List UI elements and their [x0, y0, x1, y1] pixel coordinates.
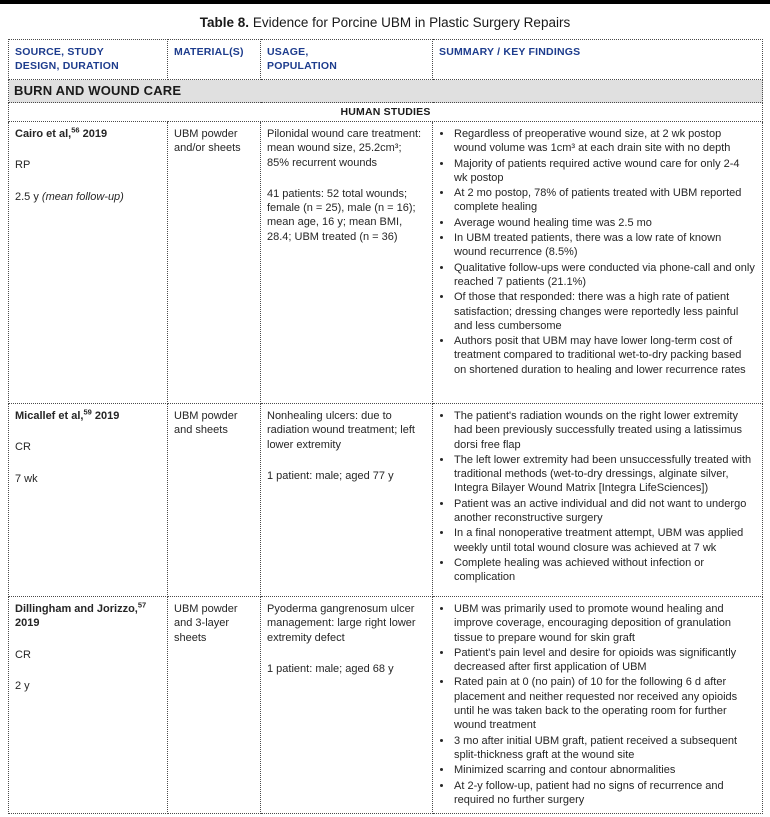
usage-population: 41 patients: 52 total wounds; female (n = 25), male (n = 16); mean age, 16 y; mean BMI, 28.4; UBM treated (n = 36) — [267, 187, 416, 243]
reference-superscript: 59 — [83, 407, 92, 417]
section-row — [9, 80, 763, 103]
usage-description: Pyoderma gangrenosum ulcer management: large right lower extremity defect — [267, 603, 416, 644]
finding-item: • At 2-y follow-up, patient had no signs of recurrence and required no further surgery — [453, 779, 756, 808]
usage-cell — [261, 597, 433, 814]
findings-list — [439, 127, 756, 377]
source-cell — [9, 404, 168, 597]
finding-item: • Patient's pain level and desire for opioids was significantly decreased after first application of UBM — [453, 646, 756, 675]
finding-item: • Minimized scarring and contour abnormalities — [453, 763, 756, 777]
finding-item: • The patient's radiation wounds on the right lower extremity had been previously successfully treated using a latissimus dorsi free flap — [453, 409, 756, 452]
study-design: RP — [15, 159, 31, 172]
column-header-materials: MATERIAL(S) — [168, 40, 261, 80]
study-row-micallef — [9, 404, 763, 597]
column-header-summary: SUMMARY / KEY FINDINGS — [433, 40, 763, 80]
material-cell: UBM powder and 3-layer sheets — [168, 597, 261, 814]
subsection-header: HUMAN STUDIES — [9, 103, 763, 122]
usage-cell — [261, 404, 433, 597]
finding-item: • Complete healing was achieved without infection or complication — [453, 556, 756, 585]
usage-population: 1 patient: male; aged 68 y — [267, 662, 394, 675]
finding-item: • Average wound healing time was 2.5 mo — [453, 216, 756, 230]
findings-cell — [433, 597, 763, 814]
study-duration: 2 y — [15, 679, 30, 692]
column-header-usage: USAGE, POPULATION — [261, 40, 433, 80]
duration-note: (mean follow-up) — [41, 190, 124, 203]
source-cell — [9, 122, 168, 404]
finding-item: • In a final nonoperative treatment attempt, UBM was applied weekly until total wound closure was achieved at 7 wk — [453, 526, 756, 555]
column-header-row — [9, 40, 763, 80]
findings-list — [439, 602, 756, 807]
table-caption: Evidence for Porcine UBM in Plastic Surgery Repairs — [252, 15, 571, 30]
source-citation: Micallef et al,$^{59}$ 2019 — [15, 407, 120, 422]
study-design: CR — [15, 648, 31, 661]
column-header-source: SOURCE, STUDY DESIGN, DURATION — [9, 40, 168, 80]
findings-cell — [433, 404, 763, 597]
finding-item: • The left lower extremity had been unsuccessfully treated with traditional methods (wet-to-dry dressings, alginate silver, Integra Bilayer Wound Matrix [Integra LifeSciences]) — [453, 453, 756, 496]
study-row-dillingham — [9, 597, 763, 814]
findings-list — [439, 409, 756, 585]
finding-item: • Qualitative follow-ups were conducted via phone-call and only reached 7 patients (21.1%) — [453, 261, 756, 290]
table-title — [0, 4, 770, 39]
study-duration: 2.5 y (mean follow-up) — [15, 190, 124, 203]
source-citation: Dillingham and Jorizzo,$^{57}$ 2019 — [15, 600, 147, 630]
source-citation: Cairo et al,$^{56}$ 2019 — [15, 125, 108, 140]
study-design: CR — [15, 441, 31, 454]
findings-cell — [433, 122, 763, 404]
usage-cell — [261, 122, 433, 404]
subsection-row — [9, 103, 763, 122]
finding-item: • UBM was primarily used to promote wound healing and improve coverage, encouraging deposition of granulation tissue to prepare wound for skin graft — [453, 602, 756, 645]
reference-superscript: 56 — [71, 125, 80, 135]
finding-item: • Authors posit that UBM may have lower long-term cost of treatment compared to traditional wet-to-dry packing based on shortened duration to healing and lower recurrence rates — [453, 334, 756, 377]
finding-item: • Rated pain at 0 (no pain) of 10 for the following 6 d after placement and neither requested nor received any opioids until he was taken back to the operating room for further wound treatment — [453, 675, 756, 732]
usage-population: 1 patient: male; aged 77 y — [267, 469, 394, 482]
finding-item: • In UBM treated patients, there was a low rate of known wound recurrence (8.5%) — [453, 231, 756, 260]
finding-item: • At 2 mo postop, 78% of patients treated with UBM reported complete healing — [453, 186, 756, 215]
finding-item: • Regardless of preoperative wound size, at 2 wk postop wound volume was 1cm³ at each drain site with no depth — [453, 127, 756, 156]
usage-description: Nonhealing ulcers: due to radiation wound treatment; left lower extremity — [267, 410, 415, 451]
table-number: Table 8. — [199, 15, 250, 30]
study-row-cairo — [9, 122, 763, 404]
usage-description: Pilonidal wound care treatment: mean wound size, 25.2cm³; 85% recurrent wounds — [267, 128, 422, 169]
finding-item: • Patient was an active individual and did not want to undergo another reconstructive surgery — [453, 497, 756, 526]
source-cell — [9, 597, 168, 814]
finding-item: • Majority of patients required active wound care for only 2-4 wk postop — [453, 157, 756, 186]
material-cell: UBM powder and/or sheets — [168, 122, 261, 404]
finding-item: • Of those that responded: there was a high rate of patient satisfaction; dressing changes were reportedly less painful and less cumbersome — [453, 290, 756, 333]
finding-item: • 3 mo after initial UBM graft, patient received a subsequent split-thickness graft at the wound site — [453, 734, 756, 763]
reference-superscript: 57 — [137, 600, 147, 610]
evidence-table — [8, 39, 763, 814]
material-cell: UBM powder and sheets — [168, 404, 261, 597]
section-header: BURN AND WOUND CARE — [9, 80, 763, 103]
study-duration: 7 wk — [15, 472, 38, 485]
